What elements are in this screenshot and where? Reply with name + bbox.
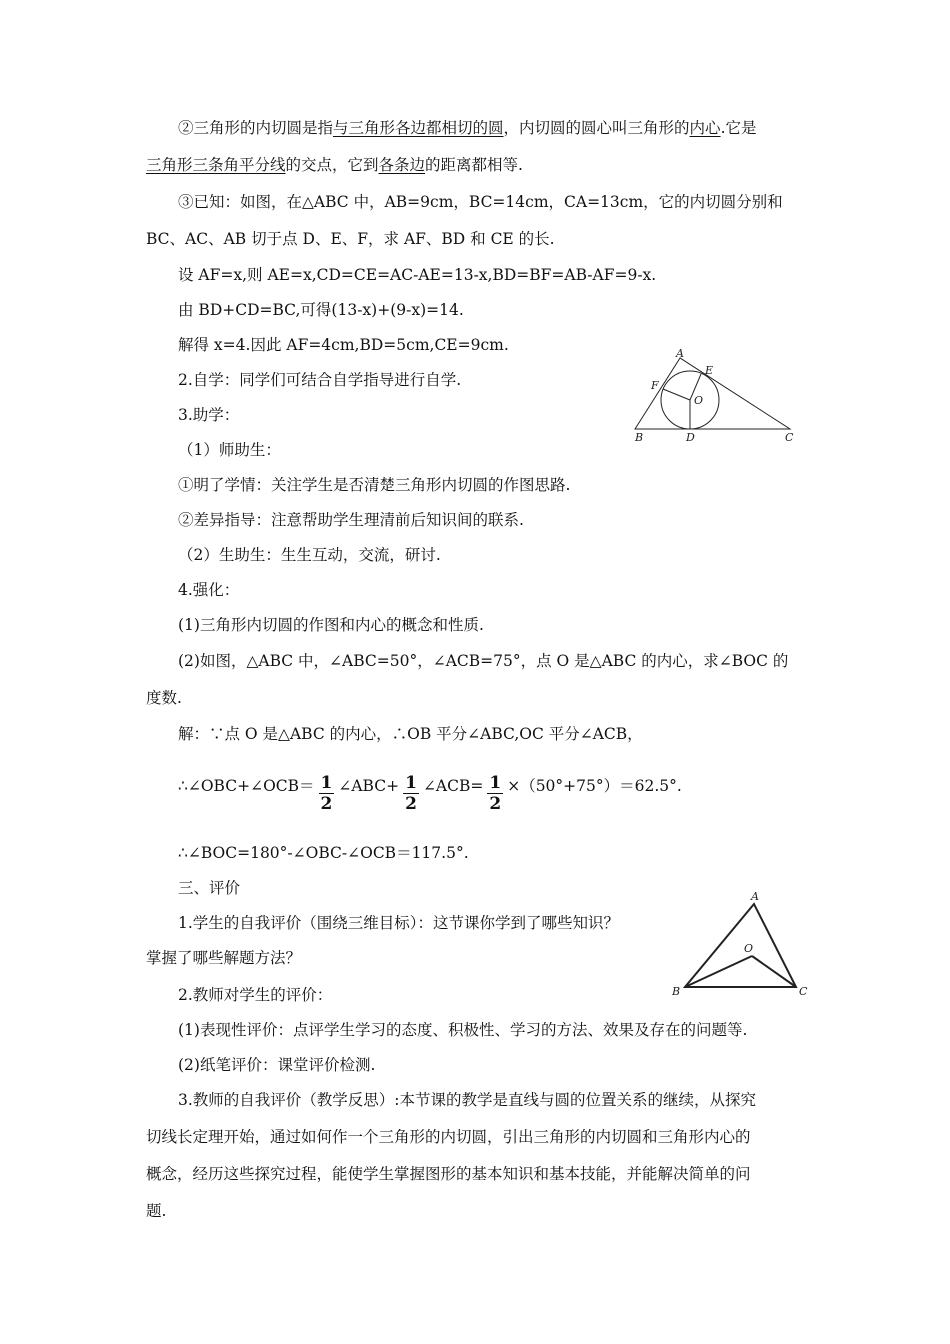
para-teacher-eval: 2.教师对学生的评价： xyxy=(178,986,333,1004)
label-f: F xyxy=(651,379,659,392)
para-concept: (1)三角形内切圆的作图和内心的概念和性质. xyxy=(178,616,484,634)
para-step1: 设 AF=x,则 AE=x,CD=CE=AC-AE=13-x,BD=BF=AB-AF=9-x. xyxy=(178,266,657,284)
para-self-study: 2.自学：同学们可结合自学指导进行自学. xyxy=(178,371,462,389)
para-performance-eval: (1)表现性评价：点评学生学习的态度、积极性、学习的方法、效果及存在的问题等. xyxy=(178,1021,748,1039)
para-reflection-cont1: 切线长定理开始，通过如何作一个三角形的内切圆，引出三角形的内切圆和三角形内心的 xyxy=(146,1128,751,1146)
label-c: C xyxy=(785,431,794,444)
eq-text: ∠ACB= xyxy=(422,777,484,795)
para-example-cont: 度数. xyxy=(146,689,182,707)
para-self-eval: 1.学生的自我评价（围绕三维目标）：这节课你学到了哪些知识？ xyxy=(178,914,620,932)
para-peer-help: （2）生助生：生生互动，交流，研讨. xyxy=(178,546,441,564)
para-problem-cont: BC、AC、AB 切于点 D、E、F，求 AF、BD 和 CE 的长. xyxy=(146,230,555,248)
para-reflection-cont2: 概念，经历这些探究过程，能使学生掌握图形的基本知识和基本技能，并能解决简单的问 xyxy=(146,1165,751,1183)
label-b: B xyxy=(672,985,681,998)
text: ②三角形的内切圆是指 xyxy=(178,119,334,137)
section-evaluation: 三、评价 xyxy=(178,879,241,897)
underlined-term: 内心 xyxy=(689,119,721,137)
eq-text: ×（50°+75°）＝62.5°. xyxy=(507,777,682,795)
underlined-term: 各条边 xyxy=(378,156,426,174)
para-step2: 由 BD+CD=BC,可得(13-x)+(9-x)=14. xyxy=(178,301,464,319)
para-teacher-help: （1）师助生： xyxy=(178,441,281,459)
para-solution: 解：∵点 O 是△ABC 的内心，∴OB 平分∠ABC,OC 平分∠ACB， xyxy=(178,725,643,743)
segment-bo xyxy=(685,956,752,987)
eq-text: ∴∠OBC+∠OCB＝ xyxy=(178,777,315,795)
para-incircle-def xyxy=(178,118,757,138)
para-assist: 3.助学： xyxy=(178,406,240,424)
text: ，内切圆的圆心叫三角形的 xyxy=(503,119,690,137)
para-reflection-cont3: 题. xyxy=(146,1202,167,1220)
label-o: O xyxy=(694,394,704,407)
label-c: C xyxy=(799,985,808,998)
label-e: E xyxy=(705,364,714,377)
para-step3: 解得 x=4.因此 AF=4cm,BD=5cm,CE=9cm. xyxy=(178,336,509,354)
text: 的交点，它到 xyxy=(285,156,379,174)
para-guidance: ②差异指导：注意帮助学生理清前后知识间的联系. xyxy=(178,511,524,529)
para-reinforce: 4.强化： xyxy=(178,581,240,599)
segment-co xyxy=(752,956,796,987)
underlined-term: 与三角形各边都相切的圆 xyxy=(333,119,504,137)
figure-incenter-triangle xyxy=(668,882,818,1002)
underlined-term: 三角形三条角平分线 xyxy=(146,156,286,174)
eq-text: ∠ABC+ xyxy=(338,777,400,795)
label-b: B xyxy=(635,431,644,444)
equation-line xyxy=(178,766,682,814)
para-reflection: 3.教师的自我评价（教学反思）:本节课的教学是直线与圆的位置关系的继续，从探究 xyxy=(178,1091,757,1109)
label-a: A xyxy=(676,347,684,360)
para-problem: ③已知：如图，在△ABC 中，AB=9cm，BC=14cm，CA=13cm，它的内切圆分别和 xyxy=(178,193,783,211)
text: .它是 xyxy=(720,119,757,137)
para-incircle-def-cont xyxy=(146,155,523,175)
fraction-half: $\frac{1}{2}$ xyxy=(489,772,502,814)
label-a: A xyxy=(751,890,759,903)
fraction-half: $\frac{1}{2}$ xyxy=(320,772,333,814)
text: 的距离都相等. xyxy=(425,156,523,174)
figure-incircle-triangle xyxy=(630,345,800,450)
para-self-eval-cont: 掌握了哪些解题方法？ xyxy=(146,949,302,967)
para-result: ∴∠BOC=180°-∠OBC-∠OCB＝117.5°. xyxy=(178,844,469,862)
label-d: D xyxy=(686,431,695,444)
radius-of xyxy=(663,389,690,400)
fraction-half: $\frac{1}{2}$ xyxy=(405,772,417,814)
para-example: (2)如图，△ABC 中，∠ABC=50°，∠ACB=75°，点 O 是△ABC 的内心，求∠BOC 的 xyxy=(178,652,789,670)
para-situation: ①明了学情：关注学生是否清楚三角形内切圆的作图思路. xyxy=(178,476,571,494)
label-o: O xyxy=(744,942,754,955)
para-written-eval: (2)纸笔评价：课堂评价检测. xyxy=(178,1056,376,1074)
